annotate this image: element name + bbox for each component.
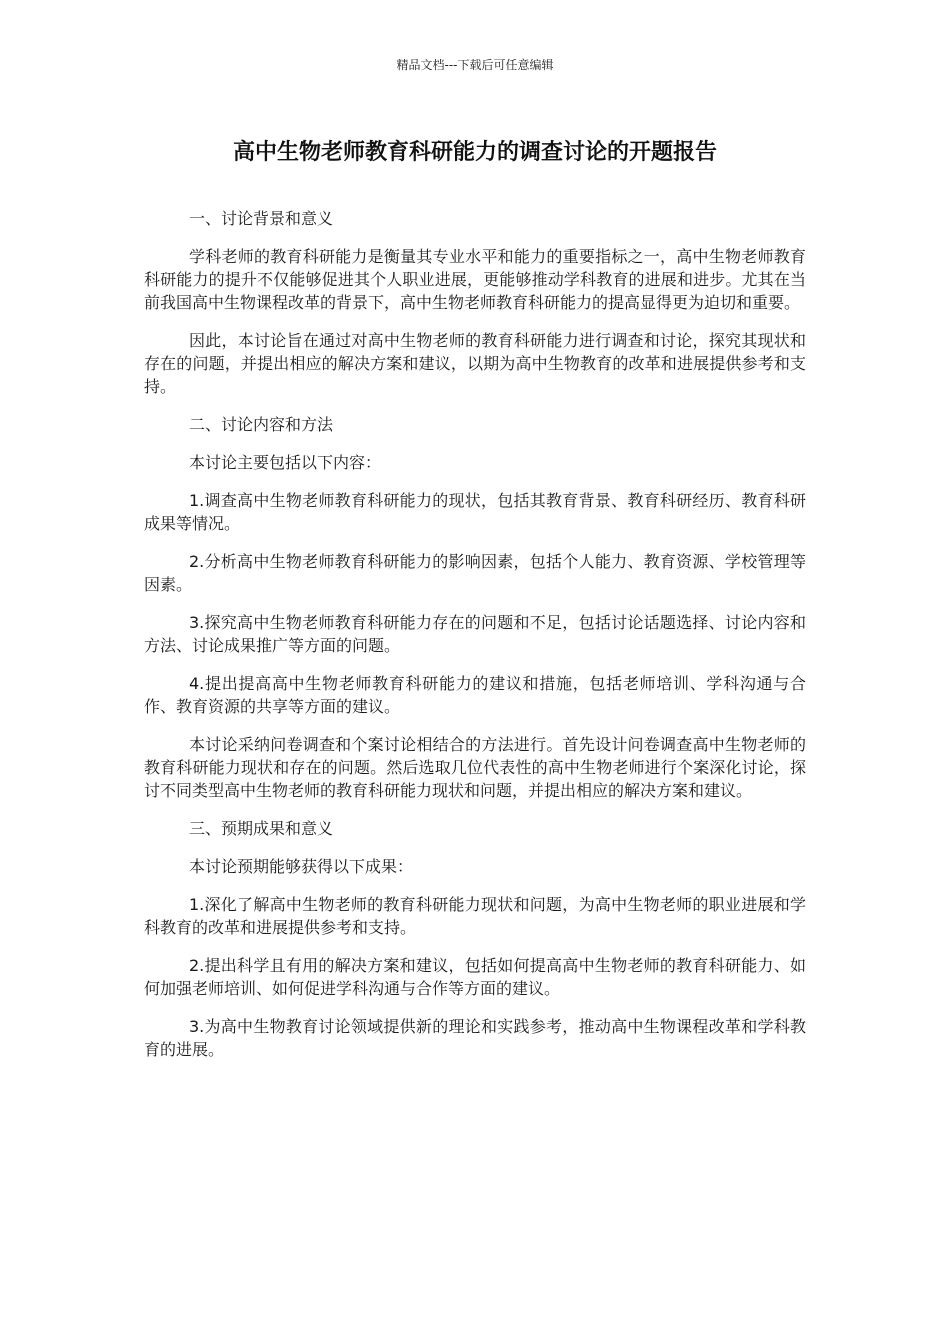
paragraph-method: 本讨论采纳问卷调查和个案讨论相结合的方法进行。首先设计问卷调查高中生物老师的教育科研能力现状和存在的问题。然后选取几位代表性的高中生物老师进行个案深化讨论，探讨不同类型高中生物老师的教育科研能力现状和问题，并提出相应的解决方案和建议。 — [144, 735, 806, 800]
list-item-outcome-2: 2.提出科学且有用的解决方案和建议，包括如何提高高中生物老师的教育科研能力、如何加强老师培训、如何促进学科沟通与合作等方面的建议。 — [144, 956, 806, 998]
document-body — [144, 207, 806, 1076]
list-item-content-3: 3.探究高中生物老师教育科研能力存在的问题和不足，包括讨论话题选择、讨论内容和方法、讨论成果推广等方面的问题。 — [144, 613, 806, 655]
list-item-outcome-1: 1.深化了解高中生物老师的教育科研能力现状和问题，为高中生物老师的职业进展和学科教育的改革和进展提供参考和支持。 — [144, 895, 806, 937]
list-item-outcome-3: 3.为高中生物教育讨论领域提供新的理论和实践参考，推动高中生物课程改革和学科教育的进展。 — [144, 1017, 806, 1059]
list-item-content-4: 4.提出提高高中生物老师教育科研能力的建议和措施，包括老师培训、学科沟通与合作、教育资源的共享等方面的建议。 — [144, 674, 806, 716]
section-heading-background: 一、讨论背景和意义 — [189, 209, 334, 228]
paragraph-content-intro: 本讨论主要包括以下内容： — [189, 453, 382, 472]
paragraph-outcomes-intro: 本讨论预期能够获得以下成果： — [189, 857, 414, 876]
section-heading-content-method: 二、讨论内容和方法 — [189, 415, 334, 434]
list-item-content-2: 2.分析高中生物老师教育科研能力的影响因素，包括个人能力、教育资源、学校管理等因素。 — [144, 552, 806, 594]
document-title: 高中生物老师教育科研能力的调查讨论的开题报告 — [232, 140, 717, 165]
paragraph-significance: 学科老师的教育科研能力是衡量其专业水平和能力的重要指标之一，高中生物老师教育科研能力的提升不仅能够促进其个人职业进展，更能够推动学科教育的进展和进步。尤其在当前我国高中生物课程改革的背景下，高中生物老师教育科研能力的提高显得更为迫切和重要。 — [144, 247, 806, 312]
list-item-content-1: 1.调查高中生物老师教育科研能力的现状，包括其教育背景、教育科研经历、教育科研成果等情况。 — [144, 491, 806, 533]
section-heading-outcomes: 三、预期成果和意义 — [189, 819, 334, 838]
page-header: 精品文档---下载后可任意编辑 — [396, 58, 554, 72]
paragraph-purpose: 因此，本讨论旨在通过对高中生物老师的教育科研能力进行调查和讨论，探究其现状和存在的问题，并提出相应的解决方案和建议，以期为高中生物教育的改革和进展提供参考和支持。 — [144, 331, 806, 396]
